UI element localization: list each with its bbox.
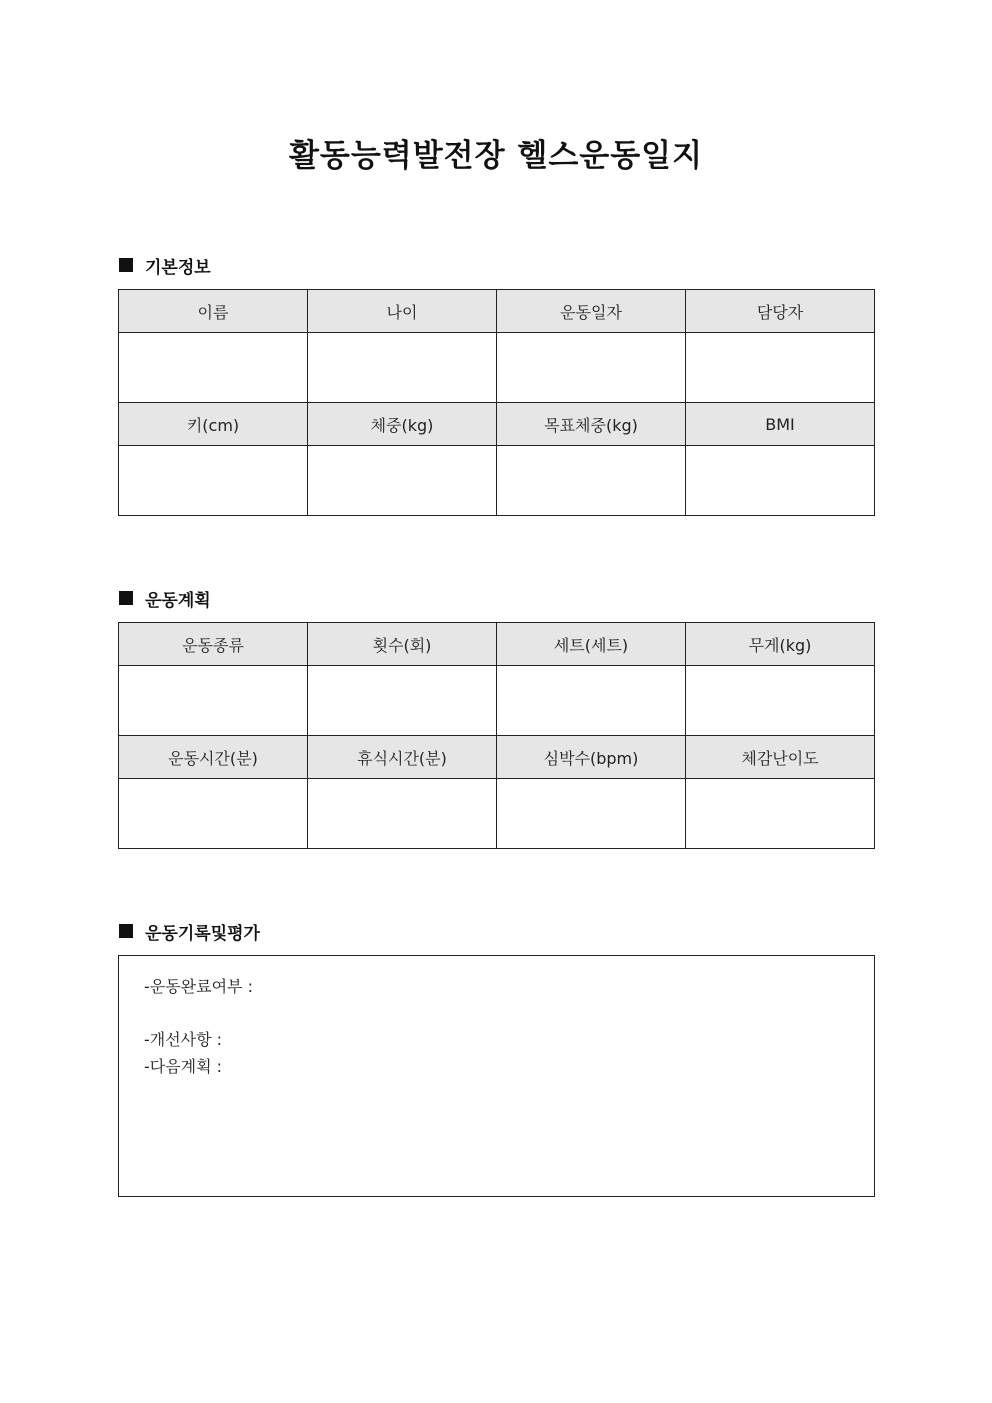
record-line-completion: -운동완료여부 : — [144, 977, 253, 996]
input-cell-heart-rate[interactable] — [497, 779, 686, 849]
table-input-row — [119, 666, 875, 736]
header-cell-manager: 담당자 — [686, 290, 875, 333]
header-cell-target-weight: 목표체중(kg) — [497, 403, 686, 446]
table-input-row — [119, 333, 875, 403]
header-cell-weight: 체중(kg) — [308, 403, 497, 446]
input-cell-name[interactable] — [119, 333, 308, 403]
table-header-row — [119, 623, 875, 666]
input-cell-reps[interactable] — [308, 666, 497, 736]
header-cell-reps: 횟수(회) — [308, 623, 497, 666]
table-header-row — [119, 290, 875, 333]
input-cell-load[interactable] — [686, 666, 875, 736]
input-cell-exercise-date[interactable] — [497, 333, 686, 403]
record-line-improvements: -개선사항 : — [144, 1030, 223, 1049]
exercise-plan-table — [118, 622, 875, 849]
header-cell-age: 나이 — [308, 290, 497, 333]
header-cell-perceived-difficulty: 체감난이도 — [686, 736, 875, 779]
input-cell-target-weight[interactable] — [497, 446, 686, 516]
input-cell-exercise-time[interactable] — [119, 779, 308, 849]
document-title: 활동능력발전장 헬스운동일지 — [288, 138, 704, 174]
record-evaluation-box[interactable] — [118, 955, 875, 1197]
square-bullet-icon — [119, 258, 133, 272]
section-title: 운동기록및평가 — [145, 923, 260, 944]
input-cell-bmi[interactable] — [686, 446, 875, 516]
section-heading-basic-info — [119, 254, 211, 276]
table-input-row — [119, 779, 875, 849]
table-header-row — [119, 403, 875, 446]
header-cell-load: 무게(kg) — [686, 623, 875, 666]
input-cell-height[interactable] — [119, 446, 308, 516]
header-cell-exercise-time: 운동시간(분) — [119, 736, 308, 779]
table-input-row — [119, 446, 875, 516]
header-cell-name: 이름 — [119, 290, 308, 333]
input-cell-perceived-difficulty[interactable] — [686, 779, 875, 849]
section-title: 운동계획 — [145, 590, 211, 611]
header-cell-exercise-type: 운동종류 — [119, 623, 308, 666]
header-cell-sets: 세트(세트) — [497, 623, 686, 666]
section-title: 기본정보 — [145, 257, 211, 278]
header-cell-exercise-date: 운동일자 — [497, 290, 686, 333]
basic-info-table — [118, 289, 875, 516]
header-cell-height: 키(cm) — [119, 403, 308, 446]
input-cell-weight[interactable] — [308, 446, 497, 516]
square-bullet-icon — [119, 591, 133, 605]
header-cell-rest-time: 휴식시간(분) — [308, 736, 497, 779]
header-cell-heart-rate: 심박수(bpm) — [497, 736, 686, 779]
table-header-row — [119, 736, 875, 779]
header-cell-bmi: BMI — [686, 403, 875, 446]
input-cell-exercise-type[interactable] — [119, 666, 308, 736]
input-cell-manager[interactable] — [686, 333, 875, 403]
section-heading-record — [119, 920, 260, 942]
section-heading-exercise-plan — [119, 587, 211, 609]
input-cell-sets[interactable] — [497, 666, 686, 736]
input-cell-rest-time[interactable] — [308, 779, 497, 849]
square-bullet-icon — [119, 924, 133, 938]
record-line-next-plan: -다음계획 : — [144, 1057, 223, 1076]
input-cell-age[interactable] — [308, 333, 497, 403]
